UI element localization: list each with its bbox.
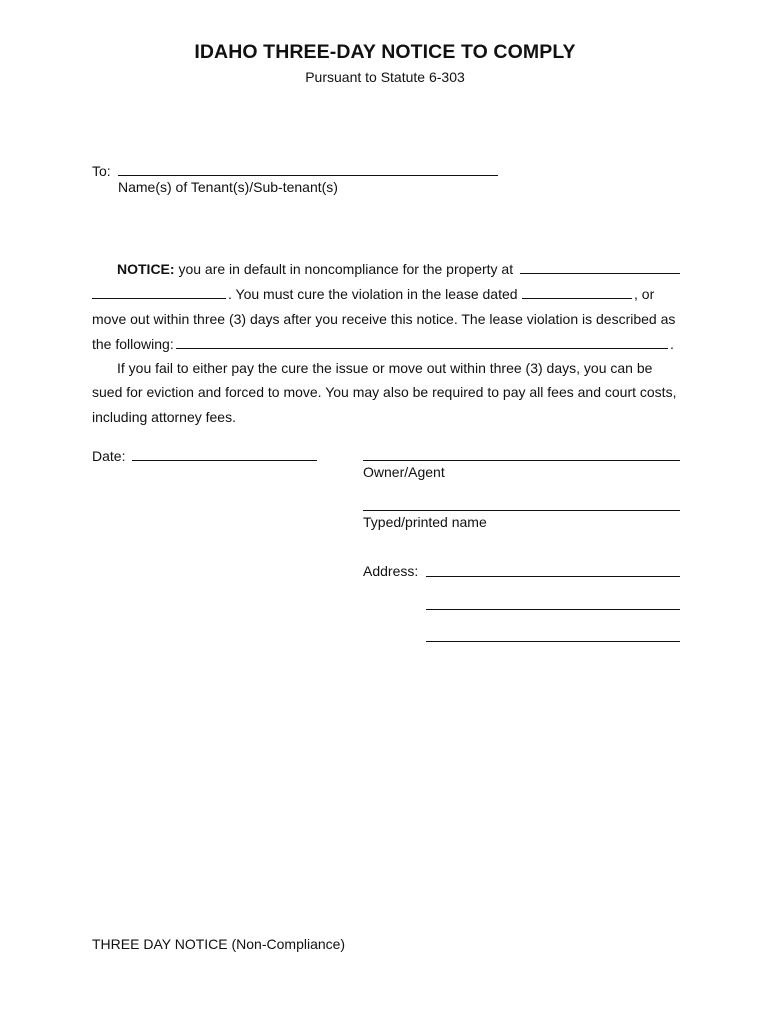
violation-description-field[interactable] bbox=[176, 348, 668, 349]
owner-agent-caption: Owner/Agent bbox=[363, 464, 445, 480]
following-label: the following: bbox=[92, 336, 174, 352]
lease-date-field[interactable] bbox=[522, 298, 632, 299]
property-address-field-2[interactable] bbox=[92, 298, 226, 299]
document-title: IDAHO THREE-DAY NOTICE TO COMPLY bbox=[194, 41, 576, 63]
consequences-line-2: sued for eviction and forced to move. You may also be required to pay all fees and court costs, bbox=[92, 384, 677, 400]
footer-text: THREE DAY NOTICE (Non-Compliance) bbox=[92, 936, 346, 952]
document-subtitle: Pursuant to Statute 6-303 bbox=[305, 69, 465, 85]
notice-bold-label: NOTICE: bbox=[117, 261, 175, 277]
consequences-line-3: including attorney fees. bbox=[92, 409, 236, 425]
address-field-1[interactable] bbox=[426, 576, 680, 577]
notice-line-1 bbox=[117, 261, 513, 277]
address-field-2[interactable] bbox=[426, 609, 680, 610]
date-field[interactable] bbox=[132, 460, 317, 461]
cure-violation-text: . You must cure the violation in the lease dated bbox=[228, 286, 518, 302]
or-text: , or bbox=[634, 286, 655, 302]
typed-name-field[interactable] bbox=[363, 510, 680, 511]
move-out-text: move out within three (3) days after you receive this notice. The lease violation is described as bbox=[92, 311, 676, 327]
address-label: Address: bbox=[363, 563, 419, 579]
address-field-3[interactable] bbox=[426, 641, 680, 642]
consequences-line-1: If you fail to either pay the cure the issue or move out within three (3) days, you can be bbox=[117, 360, 653, 376]
owner-agent-signature-field[interactable] bbox=[363, 460, 680, 461]
following-period: . bbox=[670, 336, 674, 352]
notice-line-1-text: you are in default in noncompliance for the property at bbox=[174, 261, 514, 277]
tenant-name-field[interactable] bbox=[118, 175, 498, 176]
property-address-field-1[interactable] bbox=[520, 273, 680, 274]
date-label: Date: bbox=[92, 448, 126, 464]
typed-name-caption: Typed/printed name bbox=[363, 514, 487, 530]
to-label: To: bbox=[92, 163, 111, 179]
tenant-name-caption: Name(s) of Tenant(s)/Sub-tenant(s) bbox=[118, 179, 338, 195]
